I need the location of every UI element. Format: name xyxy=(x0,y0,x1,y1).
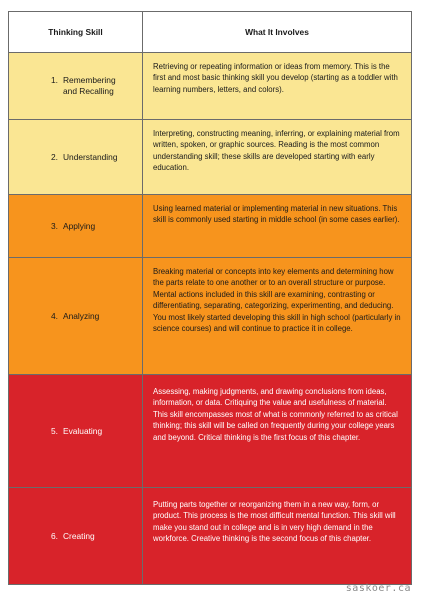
skill-description: Breaking material or concepts into key elements and determining how the parts relate to one another or to an overall structure or purpose. Mental actions included in this skill are examining, contrasting or differentiating, separating, categorizing, experimenting, and deducing. You most likely started developing this skill in high school (particularly in science courses) and will continue to practice it in college. xyxy=(153,267,401,334)
table-row xyxy=(9,258,411,375)
skill-cell xyxy=(9,195,143,257)
table-row xyxy=(9,120,411,195)
skill-number: 3. xyxy=(51,220,58,231)
skill-description: Using learned material or implementing material in new situations. This skill is commonly used starting in middle school (in some cases earlier). xyxy=(153,204,400,225)
skill-description: Assessing, making judgments, and drawing conclusions from ideas, information, or data. Critiquing the value and usefulness of material. This skill encompasses most of what is commonly referred to as critical thinking; this skill will be called on frequently during your college years and beyond. Critical thinking is the first focus of this chapter. xyxy=(153,387,398,442)
skill-cell xyxy=(9,488,143,584)
skill-number: 5. xyxy=(51,425,58,436)
header-what-it-involves: What It Involves xyxy=(245,27,309,37)
skill-number: 4. xyxy=(51,310,58,321)
skill-cell xyxy=(9,258,143,374)
skill-description: Putting parts together or reorganizing them in a new way, form, or product. This process is the most difficult mental function. This skill will make you stand out in college and is in very high demand in the workforce. Creative thinking is the second focus of this chapter. xyxy=(153,500,396,544)
table-header xyxy=(9,12,411,53)
skill-cell xyxy=(9,53,143,119)
skill-name: Applying xyxy=(63,220,96,231)
table-row xyxy=(9,53,411,120)
skill-number: 1. xyxy=(51,75,58,85)
skill-number: 6. xyxy=(51,530,58,541)
skill-name: Remembering and Recalling xyxy=(63,75,116,96)
thinking-skills-table xyxy=(8,11,412,585)
skill-description: Interpreting, constructing meaning, inferring, or explaining material from written, spoken, or graphic sources. Reading is the most common understanding skill; these skills are developed starting with early education. xyxy=(153,129,400,173)
table-row xyxy=(9,195,411,258)
skill-name: Analyzing xyxy=(63,310,100,321)
skill-cell xyxy=(9,375,143,487)
skill-number: 2. xyxy=(51,151,58,162)
skill-cell xyxy=(9,120,143,194)
table-row xyxy=(9,488,411,584)
skill-name: Understanding xyxy=(63,151,118,162)
header-thinking-skill: Thinking Skill xyxy=(9,12,143,52)
skill-name: Creating xyxy=(63,530,95,541)
watermark: saskoer.ca xyxy=(345,583,411,594)
skill-description: Retrieving or repeating information or ideas from memory. This is the first and most basic thinking skill you develop (starting as a toddler with learning numbers, letters, and colors). xyxy=(153,62,398,94)
skill-name: Evaluating xyxy=(63,425,103,436)
table-row xyxy=(9,375,411,488)
